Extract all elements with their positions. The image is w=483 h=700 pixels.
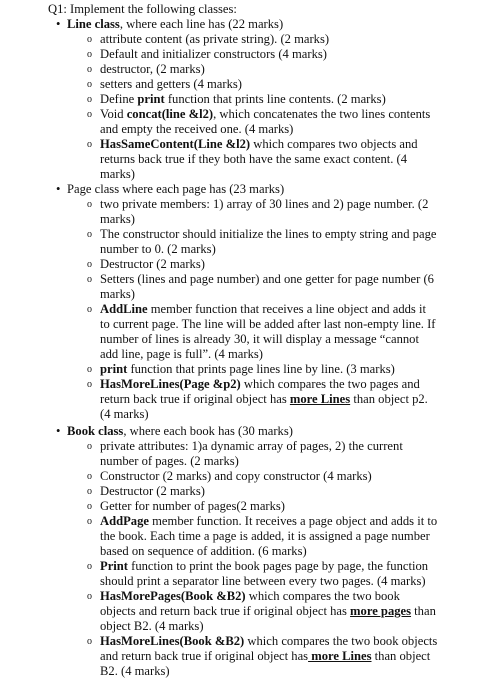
item-text-bold: HasMoreLines(Page &p2) [100, 377, 241, 391]
item-text-bold: HasSameContent(Line &l2) [100, 137, 251, 151]
item-text-pre: Void [100, 107, 127, 121]
circle-bullet-icon: o [87, 501, 92, 512]
circle-bullet-icon: o [87, 259, 92, 270]
line-class-name: Line class [67, 17, 120, 31]
line-class-heading [67, 17, 466, 32]
item-text-bold: AddPage [100, 514, 149, 528]
item-text-ul: more Lines [289, 392, 351, 406]
circle-bullet-icon: o [87, 94, 92, 105]
item-text-post: which compares the two book objects and return back true if original object has [100, 589, 400, 618]
list-item [56, 197, 438, 227]
book-class-section [56, 424, 466, 439]
circle-bullet-icon: o [87, 229, 92, 240]
circle-bullet-icon: o [87, 364, 92, 375]
question-title: Q1: Implement the following classes: [48, 2, 237, 16]
item-text-post2: than object p2. (4 marks) [100, 392, 428, 421]
list-item [56, 47, 438, 62]
item-text-post: which compares the two pages and return back true if original object has [100, 377, 420, 406]
item-text-bold: HasMorePages(Book &B2) [100, 589, 246, 603]
circle-bullet-icon: o [87, 486, 92, 497]
book-class-heading [67, 424, 466, 439]
item-text-bold: AddLine [100, 302, 148, 316]
page-class-items [56, 197, 438, 422]
item-text-post: Destructor (2 marks) [100, 257, 205, 271]
circle-bullet-icon: o [87, 516, 92, 527]
list-item [56, 484, 438, 499]
bullet-icon: • [56, 424, 61, 438]
circle-bullet-icon: o [87, 591, 92, 602]
item-text-post: function that prints line contents. (2 marks) [164, 92, 386, 106]
item-text-ul: more pages [350, 604, 412, 618]
item-text-post: The constructor should initialize the lines to empty string and page number to 0. (2 marks) [100, 227, 437, 256]
item-text-post: Getter for number of pages(2 marks) [100, 499, 285, 513]
item-text-post: which compares two objects and returns back true if they both have the same exact content. (4 marks) [100, 137, 418, 181]
line-class-heading-rest: , where each line has (22 marks) [119, 17, 284, 31]
line-class-items [56, 32, 438, 182]
circle-bullet-icon: o [87, 304, 92, 315]
item-text-post: member function that receives a line object and adds it to current page. The line will be added after last non-empty line. If number of lines is already 30, it will display a message “cannot add line, page is full”. (4 marks) [100, 302, 436, 361]
list-item [56, 92, 438, 107]
list-item [56, 32, 438, 47]
circle-bullet-icon: o [87, 64, 92, 75]
page-class-heading: Page class where each page has (23 marks) [67, 182, 285, 196]
item-text-post: Setters (lines and page number) and one getter for page number (6 marks) [100, 272, 434, 301]
list-item [56, 137, 438, 182]
circle-bullet-icon: o [87, 274, 92, 285]
item-text-post: setters and getters (4 marks) [100, 77, 242, 91]
circle-bullet-icon: o [87, 561, 92, 572]
item-text-post: destructor, (2 marks) [100, 62, 205, 76]
item-text-bold: concat(line &l2) [126, 107, 214, 121]
item-text-bold: print [137, 92, 165, 106]
item-text-post: Destructor (2 marks) [100, 484, 205, 498]
circle-bullet-icon: o [87, 49, 92, 60]
list-item [56, 62, 438, 77]
bullet-icon: • [56, 182, 61, 196]
item-text-post: two private members: 1) array of 30 lines and 2) page number. (2 marks) [100, 197, 429, 226]
item-text-post: private attributes: 1)a dynamic array of pages, 2) the current number of pages. (2 marks) [100, 439, 403, 468]
item-text-post2: than object B2. (4 marks) [100, 604, 436, 633]
circle-bullet-icon: o [87, 636, 92, 647]
list-item [56, 559, 438, 589]
item-text-post: attribute content (as private string). (2 marks) [100, 32, 330, 46]
book-class-name: Book class [67, 424, 124, 438]
circle-bullet-icon: o [87, 441, 92, 452]
item-text-bold: HasMoreLines(Book &B2) [100, 634, 245, 648]
list-item [56, 302, 438, 362]
circle-bullet-icon: o [87, 139, 92, 150]
list-item [56, 499, 438, 514]
circle-bullet-icon: o [87, 199, 92, 210]
item-text-post: member function. It receives a page object and adds it to the book. Each time a page is added, it is assigned a page number based on sequence of addition. (6 marks) [100, 514, 438, 558]
list-item [56, 439, 438, 469]
item-text-post: , which concatenates the two lines contents and empty the received one. (4 marks) [100, 107, 431, 136]
item-text-pre: Define [100, 92, 138, 106]
list-item [56, 469, 438, 484]
page-class-section [56, 182, 466, 197]
circle-bullet-icon: o [87, 34, 92, 45]
book-class-items [56, 439, 438, 679]
book-class-heading-rest: , where each book has (30 marks) [123, 424, 293, 438]
list-item [56, 634, 438, 679]
circle-bullet-icon: o [87, 109, 92, 120]
item-text-bold: Print [100, 559, 128, 573]
line-class-section [56, 17, 466, 32]
list-item [56, 107, 438, 137]
item-text-post: function to print the book pages page by page, the function should print a separator line between every two pages. (4 marks) [100, 559, 429, 588]
list-item [56, 514, 438, 559]
list-item [56, 272, 438, 302]
item-text-post2: than object B2. (4 marks) [100, 649, 431, 678]
list-item [56, 77, 438, 92]
list-item [56, 362, 438, 377]
circle-bullet-icon: o [87, 471, 92, 482]
circle-bullet-icon: o [87, 79, 92, 90]
item-text-bold: print [100, 362, 128, 376]
list-item [56, 377, 438, 422]
list-item [56, 227, 438, 257]
item-text-post: Constructor (2 marks) and copy constructor (4 marks) [100, 469, 372, 483]
item-text-ul: more Lines [308, 649, 372, 663]
item-text-post: Default and initializer constructors (4 marks) [100, 47, 327, 61]
list-item [56, 589, 438, 634]
item-text-post: which compares the two book objects and return back true if original object has [100, 634, 438, 663]
circle-bullet-icon: o [87, 379, 92, 390]
list-item [56, 257, 438, 272]
bullet-icon: • [56, 17, 61, 31]
item-text-post: function that prints page lines line by line. (3 marks) [127, 362, 395, 376]
